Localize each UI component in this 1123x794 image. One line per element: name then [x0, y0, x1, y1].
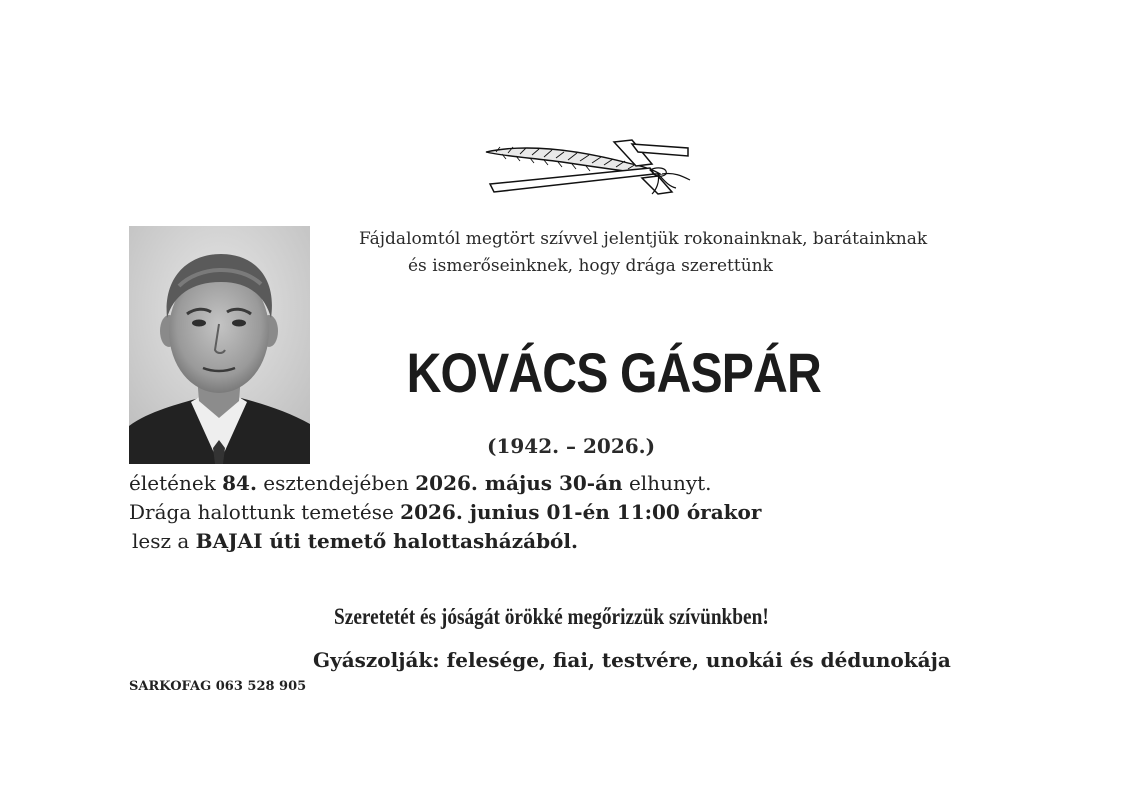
- text-segment: elhunyt.: [622, 471, 712, 495]
- portrait-photo: [129, 226, 310, 464]
- text-segment: Drága halottunk temetése: [129, 500, 401, 524]
- funeral-datetime: 2026. junius 01-én 11:00 órakor: [400, 500, 762, 524]
- age-value: 84.: [222, 471, 257, 495]
- deceased-name: KOVÁCS GÁSPÁR: [406, 341, 821, 404]
- funeral-place: BAJAI úti temető halottasházából.: [195, 529, 578, 553]
- intro-line-1: Fájdalomtól megtört szívvel jelentjük rokonainknak, barátainknak: [359, 229, 928, 249]
- death-notice-line: [129, 471, 712, 495]
- text-segment: lesz a: [132, 529, 196, 553]
- death-date: 2026. május 30-án: [415, 471, 623, 495]
- cross-with-palm-icon: [482, 138, 694, 198]
- funeral-line: [129, 500, 761, 524]
- life-years: (1942. – 2026.): [487, 434, 656, 458]
- intro-line-2: és ismerőseinknek, hogy drága szerettünk: [408, 256, 773, 276]
- text-segment: esztendejében: [256, 471, 416, 495]
- text-segment: életének: [129, 471, 223, 495]
- mourners-list: Gyászolják: felesége, fiai, testvére, unokái és dédunokája: [313, 648, 951, 672]
- memorial-motto: Szeretetét és jóságát örökké megőrizzük szívünkben!: [334, 604, 769, 629]
- funeral-place-line: [132, 529, 578, 553]
- footer-contact: SARKOFAG 063 528 905: [129, 679, 307, 694]
